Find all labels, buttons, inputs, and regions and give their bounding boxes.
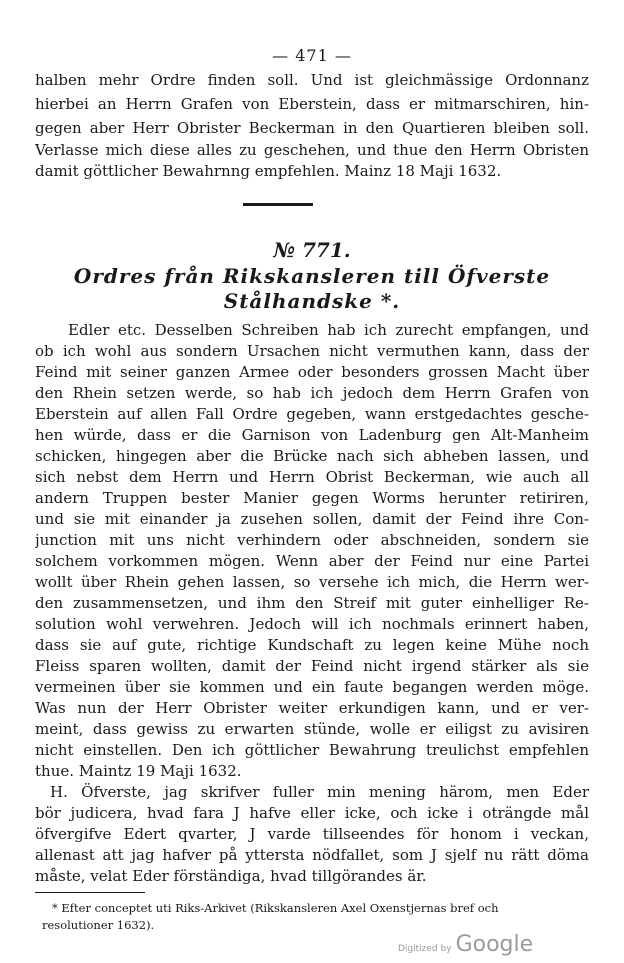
- text-line: nicht einstellen. Den ich göttlicher Bewahrung treulichst empfehlen: [35, 741, 589, 759]
- text-line: hen würde, dass er die Garnison von Ladenburg gen Alt-Manheim: [35, 426, 589, 444]
- document-title-line: Ordres från Rikskansleren till Öfverste: [73, 264, 551, 288]
- document-title-line: Stålhandske *.: [223, 289, 401, 313]
- text-line: sich nebst dem Herrn und Herrn Obrist Beckerman, wie auch all: [35, 468, 589, 486]
- text-line: Edler etc. Desselben Schreiben hab ich zurecht empfangen, und: [68, 321, 589, 339]
- text-line: thue. Maintz 19 Maji 1632.: [35, 762, 242, 780]
- text-line: Feind mit seiner ganzen Armee oder besonders grossen Macht über: [35, 363, 589, 381]
- footnote-rule: [35, 892, 145, 893]
- footnote-line: * Efter conceptet uti Riks-Arkivet (Rikskansleren Axel Oxenstjernas bref och: [52, 901, 499, 915]
- google-logo-text: Google: [455, 932, 534, 957]
- watermark-small-text: Digitized by: [398, 944, 452, 954]
- text-line: damit göttlicher Bewahrnng empfehlen. Mainz 18 Maji 1632.: [35, 162, 502, 180]
- text-line: den zusammensetzen, und ihm den Streif mit guter einhelliger Re-: [35, 594, 589, 612]
- text-line: den Rhein setzen werde, so hab ich jedoch dem Herrn Grafen von: [35, 384, 589, 402]
- text-line: andern Truppen bester Manier gegen Worms herunter retiriren,: [35, 489, 589, 507]
- document-number: № 771.: [273, 238, 351, 262]
- text-line: solchem vorkommen mögen. Wenn aber der Feind nur eine Partei: [35, 552, 589, 570]
- page-number: — 471 —: [272, 46, 352, 65]
- text-line: öfvergifve Edert qvarter, J varde tillseendes för honom i veckan,: [35, 825, 589, 843]
- text-line: junction mit uns nicht verhindern oder abschneiden, sondern sie: [35, 531, 589, 549]
- text-line: und sie mit einander ja zusehen sollen, damit der Feind ihre Con-: [35, 510, 589, 528]
- text-line: Verlasse mich diese alles zu geschehen, und thue den Herrn Obristen: [35, 141, 589, 159]
- text-line: halben mehr Ordre finden soll. Und ist gleichmässige Ordonnanz: [35, 71, 589, 89]
- text-line: meint, dass gewiss zu erwarten stünde, wolle er eiligst zu avisiren: [35, 720, 589, 738]
- text-line: Was nun der Herr Obrister weiter erkundigen kann, und er ver-: [35, 699, 589, 717]
- text-line: Eberstein auf allen Fall Ordre gegeben, wann erstgedachtes gesche-: [35, 405, 589, 423]
- text-line: allenast att jag hafver på yttersta nödfallet, som J sjelf nu rätt döma: [35, 846, 589, 864]
- text-line: hierbei an Herrn Grafen von Eberstein, dass er mitmarschiren, hin-: [35, 95, 589, 113]
- section-divider: [243, 203, 313, 206]
- text-line: Fleiss sparen wollten, damit der Feind nicht irgend stärker als sie: [35, 657, 589, 675]
- text-line: H. Öfverste, jag skrifver fuller min mening härom, men Eder: [50, 783, 589, 801]
- text-line: vermeinen über sie kommen und ein faute begangen werden möge.: [35, 678, 589, 696]
- text-line: wollt über Rhein gehen lassen, so versehe ich mich, die Herrn wer-: [35, 573, 589, 591]
- text-line: gegen aber Herr Obrister Beckerman in den Quartieren bleiben soll.: [35, 119, 589, 137]
- text-line: ob ich wohl aus sondern Ursachen nicht vermuthen kann, dass der: [35, 342, 589, 360]
- footnote-line: resolutioner 1632).: [42, 918, 155, 932]
- text-line: schicken, hingegen aber die Brücke nach sich abheben lassen, und: [35, 447, 589, 465]
- text-line: dass sie auf gute, richtige Kundschaft zu legen keine Mühe noch: [35, 636, 589, 654]
- google-watermark: [398, 932, 533, 957]
- text-line: bör judicera, hvad fara J hafve eller icke, och icke i oträngde mål: [35, 804, 589, 822]
- text-line: måste, velat Eder förständiga, hvad tillgörandes är.: [35, 867, 427, 885]
- text-line: solution wohl verwehren. Jedoch will ich nochmals erinnert haben,: [35, 615, 589, 633]
